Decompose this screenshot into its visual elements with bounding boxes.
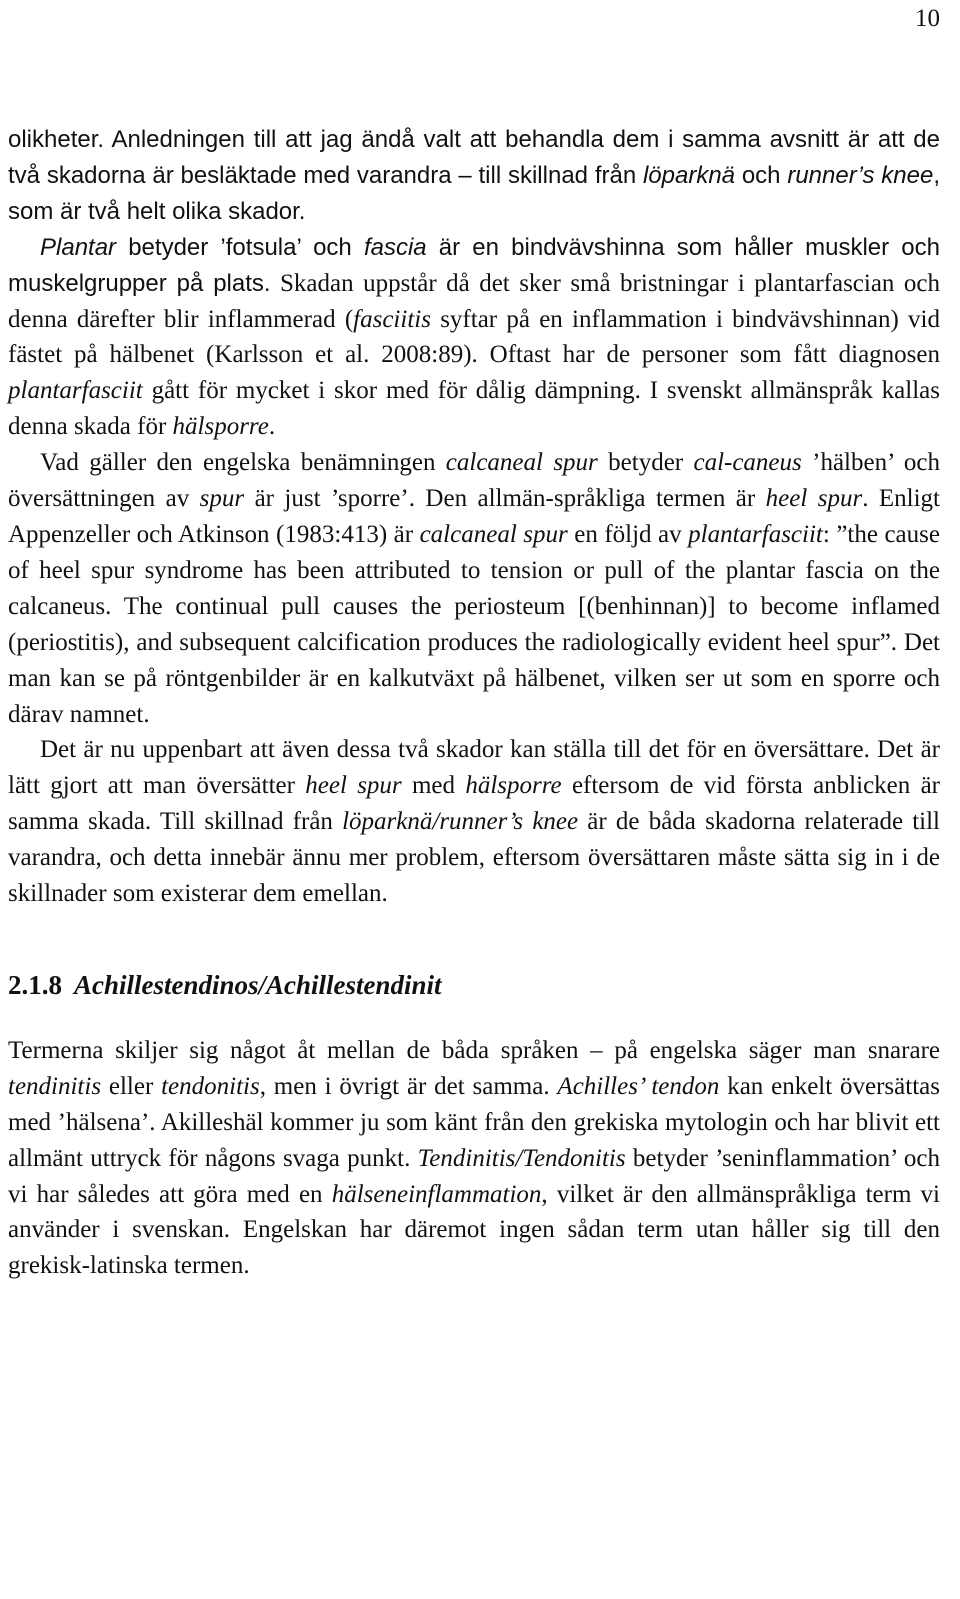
term-achilles-tendon: Achilles’ tendon [557,1072,720,1100]
section-heading [8,967,940,1003]
paragraph-3: Vad gäller den engelska benämningen calcaneal spur betyder cal-caneus ’hälben’ och översättningen av spur är just ’sporre’. Den allmän-språkliga termen är heel spur. Enligt Appenzeller och Atkinson (1983:413) är calcaneal spur en följd av plantarfasciit: ”the cause of heel spur syndrome has been attributed to tension or pull of the plantar fascia on the calcaneus. The continual pull causes the periosteum [(benhinnan)] to become inflamed (periostitis), and subsequent calcification produces the radiologically evident heel spur”. Det man kan se på röntgenbilder är en kalkutväxt på hälbenet, vilken ser ut som en sporre och därav namnet. [8,449,941,728]
term-runners-knee: runner’s knee [787,161,934,189]
section-title: Achillestendinos/Achillestendinit [74,969,442,1000]
paragraph-5: Termerna skiljer sig något åt mellan de båda språken – på engelska säger man snarare tendinitis eller tendonitis, men i övrigt är det samma. Achilles’ tendon kan enkelt översättas med ’hälsena’. Akilleshäl kommer ju som känt från den grekiska mytologin och har blivit ett allmänt uttryck för någons svaga punkt. Tendinitis/Tendonitis betyder ’seninflammation’ och vi har således att göra med en hälseneinflammation, vilket är den allmänspråkliga term vi använder i svenskan. Engelskan har däremot ingen sådan term utan håller sig till den grekisk-latinska termen. [8,1036,940,1280]
term-plantarfasciit-2: plantarfasciit [688,520,823,548]
term-tendonitis: tendonitis [161,1072,260,1100]
term-calcaneal-spur: calcaneal spur [445,449,598,477]
paragraph-1: olikheter. Anledningen till att jag ändå valt att behandla dem i samma avsnitt är att de två skadorna är besläktade med varandra – till skillnad från löparknä och runner’s knee, som är två helt olika skador. [8,126,941,225]
term-plantar: Plantar [40,233,117,261]
term-spur: spur [199,485,245,513]
term-loparkna: löparknä [642,161,736,189]
term-heel-spur: heel spur [765,485,863,513]
term-halseneinflammation: hälseneinflammation [331,1180,542,1208]
page-number: 10 [915,5,940,32]
term-loparkna-runners-knee: löparknä/runner’s knee [342,808,579,836]
document-body [8,122,940,1284]
term-calcaneal-spur-2: calcaneal spur [419,520,568,548]
term-halsporre-2: hälsporre [465,772,562,800]
term-fasciitis: fasciitis [353,305,431,333]
term-tendinitis-tendonitis: Tendinitis/Tendonitis [417,1144,626,1172]
term-tendinitis: tendinitis [8,1072,102,1100]
paragraph-4: Det är nu uppenbart att även dessa två skador kan ställa till det för en översättare. Det är lätt gjort att man översätter heel spur med hälsporre eftersom de vid första anblicken är samma skada. Till skillnad från löparknä/runner’s knee är de båda skadorna relaterade till varandra, och detta innebär ännu mer problem, eftersom översättaren måste sätta sig in i de skillnader som existerar dem emellan. [8,736,941,908]
term-halsporre: hälsporre [172,413,269,441]
term-fascia: fascia [363,233,427,261]
term-plantarfasciit: plantarfasciit [8,377,143,405]
paragraph-2: Plantar betyder ’fotsula’ och fascia är en bindvävshinna som håller muskler och muskelgrupper på plats. Skadan uppstår då det sker små bristningar i plantarfascian och denna därefter blir inflammerad (fasciitis syftar på en inflammation i bindvävshinnan) vid fästet på hälbenet (Karlsson et al. 2008:89). Oftast har de personer som fått diagnosen plantarfasciit gått för mycket i skor med för dålig dämpning. I svenskt allmänspråk kallas denna skada för hälsporre. [8,233,941,441]
section-number: 2.1.8 [8,969,62,1000]
term-heel-spur-2: heel spur [305,772,402,800]
term-calcaneus: cal-caneus [693,449,802,477]
